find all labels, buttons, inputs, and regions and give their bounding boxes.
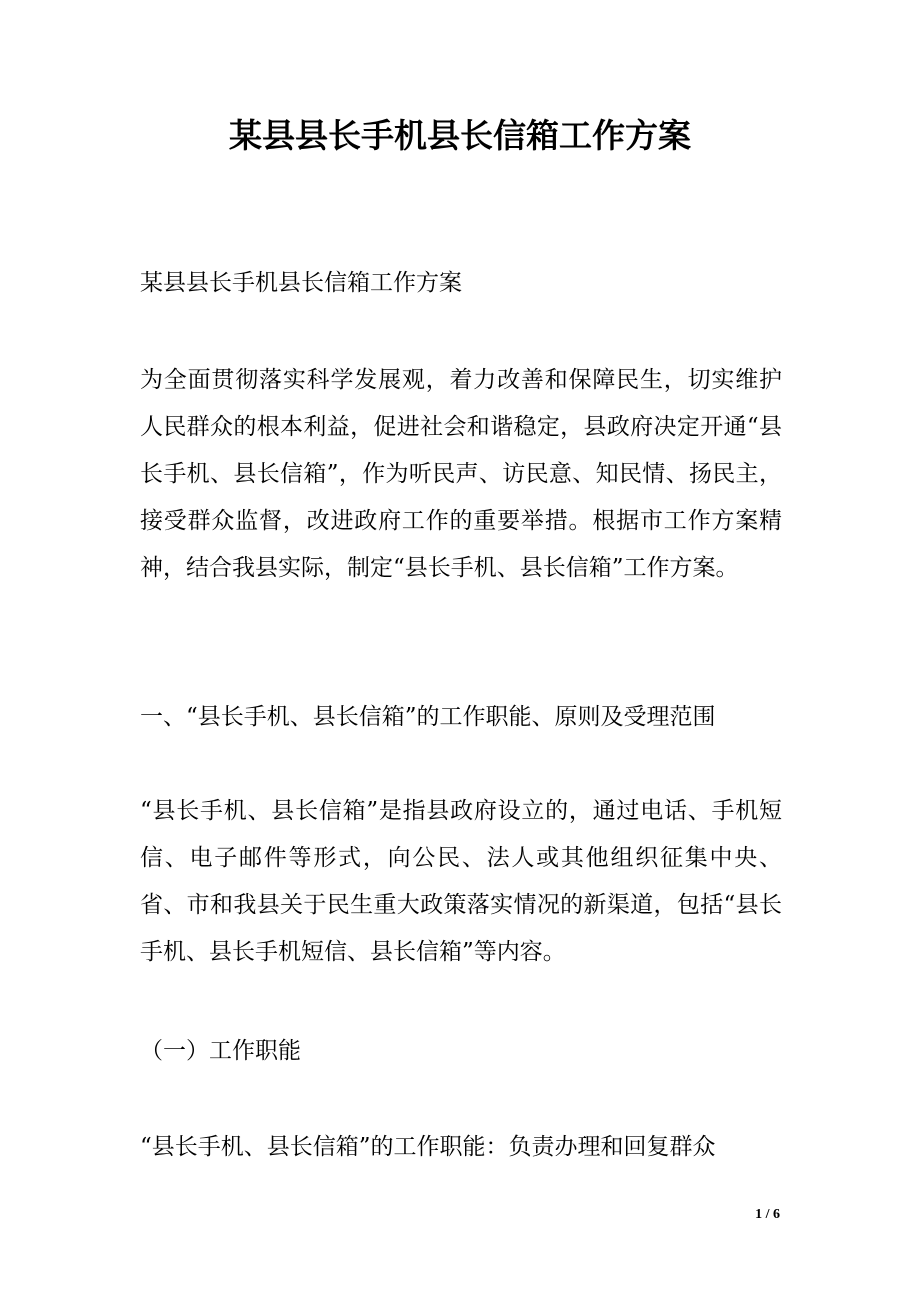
paragraph-functions: “县长手机、县长信箱”的工作职能：负责办理和回复群众 [140,1134,716,1160]
section-heading-1: 一、“县长手机、县长信箱”的工作职能、原则及受理范围 [140,704,716,730]
paragraph-intro: 为全面贯彻落实科学发展观，着力改善和保障民生，切实维护人民群众的根本利益，促进社会和谐稳定，县政府决定开通“县长手机、县长信箱”，作为听民声、访民意、知民情、扬民主，接受群众监督，改进政府工作的重要举措。根据市工作方案精神，结合我县实际，制定“县长手机、县长信箱”工作方案。 [140,367,782,581]
page-number: 1 / 6 [755,1207,780,1222]
paragraph-subtitle: 某县县长手机县长信箱工作方案 [140,270,462,296]
paragraph-definition: “县长手机、县长信箱”是指县政府设立的，通过电话、手机短信、电子邮件等形式，向公民、法人或其他组织征集中央、省、市和我县关于民生重大政策落实情况的新渠道，包括“县长手机、县长手机短信、县长信箱”等内容。 [140,798,782,965]
document-title: 某县县长手机县长信箱工作方案 [229,116,691,155]
subsection-heading-1: （一）工作职能 [140,1038,301,1064]
